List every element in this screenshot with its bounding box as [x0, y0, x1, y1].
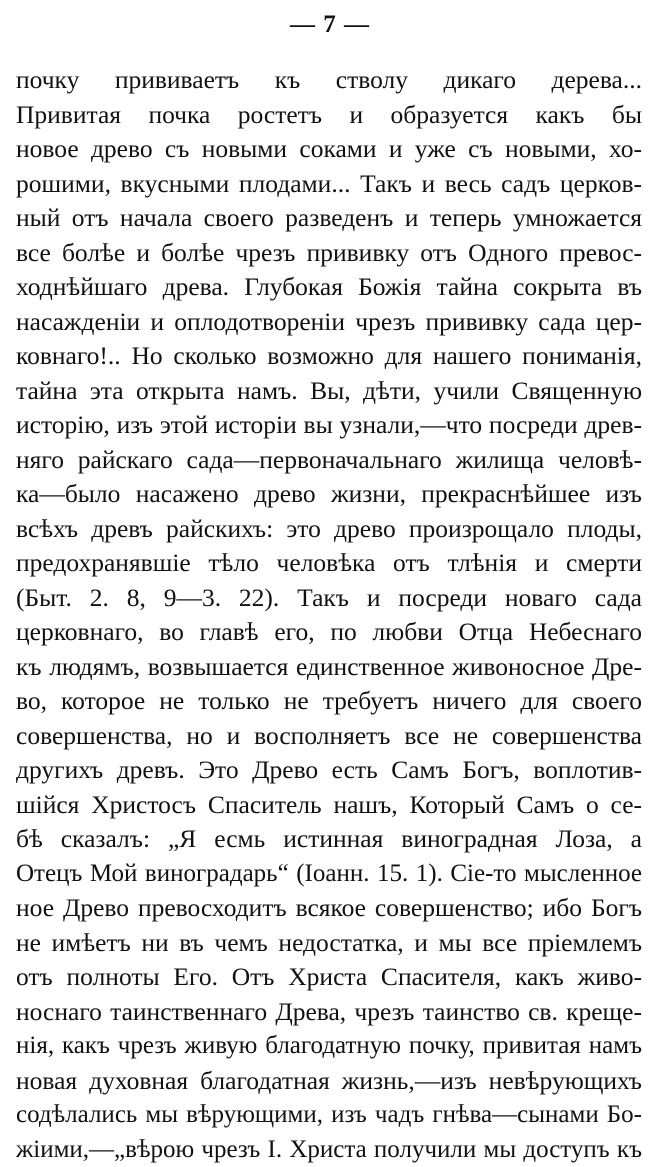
text-line: Отецъ Мой виноградарь“ (Іоанн. 15. 1). Сіе-то мысленное: [16, 857, 642, 892]
text-line: носнаго таинственнаго Древа, чрезъ таинство св. креще-: [16, 995, 642, 1030]
text-line: бѣ сказалъ: „Я есмь истинная виноградная Лоза, а: [16, 822, 642, 857]
text-line: исторію, изъ этой исторіи вы узнали,—что посреди древ-: [16, 408, 642, 443]
text-line: ный отъ начала своего разведенъ и теперь умножается: [16, 201, 642, 236]
text-line: тайна эта открыта намъ. Вы, дѣти, учили Священную: [16, 374, 642, 409]
page-number: — 7 —: [0, 8, 660, 42]
text-line: почку прививаетъ къ стволу дикаго дерева...: [16, 63, 642, 98]
text-line: во, которое не только не требуетъ ничего для своего: [16, 684, 642, 719]
text-line: (Быт. 2. 8, 9—3. 22). Такъ и посреди новаго сада: [16, 581, 642, 616]
text-line: другихъ древъ. Это Древо есть Самъ Богъ, воплотив-: [16, 753, 642, 788]
text-line: насажденіи и оплодотвореніи чрезъ прививку сада цер-: [16, 305, 642, 340]
text-line: совершенства, но и восполняетъ все не совершенства: [16, 719, 642, 754]
text-line: новое древо съ новыми соками и уже съ новыми, хо-: [16, 132, 642, 167]
text-line: рошими, вкусными плодами... Такъ и весь садъ церков-: [16, 167, 642, 202]
text-line: няго райскаго сада—первоначальнаго жилища человѣ-: [16, 443, 642, 478]
text-line: предохранявшіе тѣло человѣка отъ тлѣнія и смерти: [16, 546, 642, 581]
text-line: жіими,—„вѣрою чрезъ І. Христа получили мы доступъ къ: [16, 1133, 642, 1167]
text-line: все болѣе и болѣе чрезъ прививку отъ Одного превос-: [16, 236, 642, 271]
text-line: не имѣетъ ни въ чемъ недостатка, и мы все пріемлемъ: [16, 926, 642, 961]
text-line: всѣхъ древъ райскихъ: это древо произрощало плоды,: [16, 512, 642, 547]
text-line: отъ полноты Его. Отъ Христа Спасителя, какъ живо-: [16, 960, 642, 995]
text-line: шійся Христосъ Спаситель нашъ, Который Самъ о се-: [16, 788, 642, 823]
text-line: ное Древо превосходитъ всякое совершенство; ибо Богъ: [16, 891, 642, 926]
body-text: [16, 63, 642, 1167]
text-line: ковнаго!.. Но сколько возможно для нашего пониманія,: [16, 339, 642, 374]
text-line: нія, какъ чрезъ живую благодатную почку, привитая намъ: [16, 1029, 642, 1064]
text-line: новая духовная благодатная жизнь,—изъ невѣрующихъ: [16, 1064, 642, 1099]
text-line: церковнаго, во главѣ его, по любви Отца Небеснаго: [16, 615, 642, 650]
text-line: содѣлались мы вѣрующими, изъ чадъ гнѣва—сынами Бо-: [16, 1098, 642, 1133]
text-line: Привитая почка ростетъ и образуется какъ бы: [16, 98, 642, 133]
text-line: къ людямъ, возвышается единственное живоносное Дре-: [16, 650, 642, 685]
text-line: ходнѣйшаго древа. Глубокая Божія тайна сокрыта въ: [16, 270, 642, 305]
text-line: ка—было насажено древо жизни, прекраснѣйшее изъ: [16, 477, 642, 512]
